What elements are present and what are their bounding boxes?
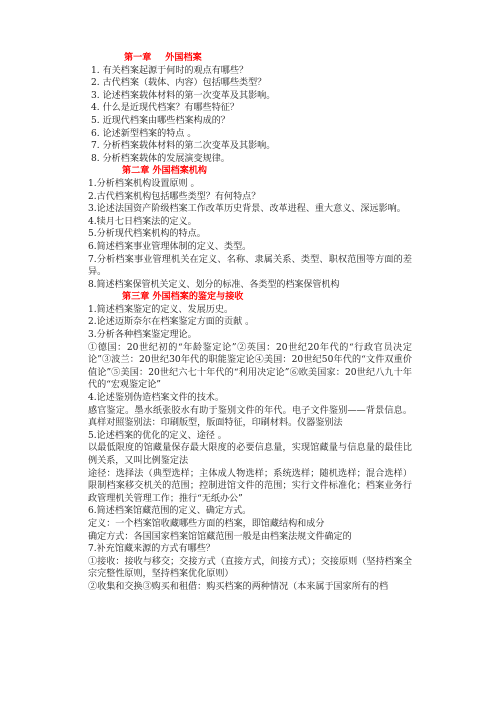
ch1-q1: 1. 有关档案起源于何时的观点有哪些？ xyxy=(91,65,249,76)
ch3-line-1: 1.简述档案鉴定的定义、发展历史。 xyxy=(88,304,234,315)
ch3-line-7: 5.论述档案的优化的定义、途径 。 xyxy=(88,430,227,441)
chapter2-heading: 第二章 外国档案机构 xyxy=(122,165,208,177)
ch2-line-5: 5.分析现代档案机构的特点。 xyxy=(88,229,206,240)
ch1-q6: 6. 论述新型档案的特点 。 xyxy=(91,128,197,139)
chapter3-heading: 第三章 外国档案的鉴定与接收 xyxy=(122,291,244,303)
ch3-line-10: 6.简述档案馆藏范围的定义、确定方式。 xyxy=(88,506,252,517)
ch2-line-8: 8.简述档案保管机关定义、划分的标准、各类型的档案保管机构 xyxy=(88,279,340,290)
ch3-line-14: ①接收：接收与移交；交接方式（直接方式，间接方式）；交接原则（坚持档案全宗完整性原则，坚持档案优化原则） xyxy=(88,556,412,580)
ch1-q4: 4. 什么是近现代档案？有哪些特征？ xyxy=(91,103,239,114)
chapter1-title: 外国档案 xyxy=(165,52,202,63)
ch2-line-4: 4.犊月七日档案法的定义。 xyxy=(88,216,197,227)
ch3-line-4: ①德国：20世纪初的“年龄鉴定论”②英国：20世纪20年代的“行政官员决定论”③波兰：20世纪30年代的职能鉴定论④美国：20世纪50年代的“文件双重价值论”⑤美国：20世纪六七十年代的“利用决定论”⑥欧美国家：20世纪八九十年代的“宏观鉴定论” xyxy=(88,342,412,391)
ch2-line-2: 2.古代档案机构包括哪些类型？有何特点？ xyxy=(88,191,261,202)
ch3-line-11: 定义：一个档案馆收藏哪些方面的档案，即馆藏结构和成分 xyxy=(88,518,325,529)
chapter1-heading xyxy=(88,52,412,65)
ch3-line-12: 确定方式：各国国家档案馆馆藏范围一般是由档案法规文件确定的 xyxy=(88,531,352,542)
ch2-line-7: 7.分析档案事业管理机关在定义、名称、隶属关系、类型、职权范围等方面的差异。 xyxy=(88,254,412,278)
ch1-q3: 3. 论述档案载体材料的第一次变革及其影响。 xyxy=(91,90,276,101)
ch3-line-8: 以最低限度的馆藏量保存最大限度的必要信息量，实现馆藏量与信息量的最佳比例关系，又叫比例鉴定法 xyxy=(88,443,412,466)
ch1-q7: 7. 分析档案载体材料的第二次变革及其影响。 xyxy=(91,141,276,152)
ch3-line-15: ②收集和交换③购买和租借：购买档案的两种情况（本来属于国家所有的档 xyxy=(88,581,389,592)
ch3-line-6: 感官鉴定。墨水纸张胶水有助于鉴别文件的年代。电子文件鉴别——背景信息。真样对照鉴别法：印刷版型，版面特征，印刷材料。仪器鉴别法 xyxy=(88,405,412,429)
chapter1-number: 第一章 xyxy=(124,52,152,63)
ch3-line-13: 7.补充馆藏来源的方式有哪些？ xyxy=(88,544,215,555)
ch2-line-6: 6.简述档案事业管理体制的定义、类型。 xyxy=(88,241,252,252)
ch3-line-3: 3.分析各种档案鉴定理论。 xyxy=(88,330,197,341)
ch1-q5: 5. 近现代档案由哪些档案构成的？ xyxy=(91,115,230,126)
ch2-line-1: 1.分析档案机构设置原则 。 xyxy=(88,178,200,189)
ch3-line-2: 2.论述迈斯奈尔在档案鉴定方面的贡献 。 xyxy=(88,317,255,328)
ch1-q8: 8. 分析档案载体的发展演变规律。 xyxy=(91,153,230,164)
ch1-q2: 2. 古代档案（载体、内容）包括哪些类型？ xyxy=(91,78,267,89)
ch3-line-5: 4.论述鉴别伪造档案文件的技术。 xyxy=(88,393,224,404)
ch2-line-3: 3.论述法国资产阶级档案工作改革历史背景、改革进程、重大意义、深远影响。 xyxy=(88,204,406,215)
document-page xyxy=(88,52,412,594)
ch3-line-9: 途径：选择法（典型选样；主体成人物选样；系统选样；随机选样；混合选样）限制档案移交机关的范围；控制进馆文件的范围；实行文件标准化；档案业务行政管理机关管理工作；推行“无纸办公” xyxy=(88,468,412,504)
